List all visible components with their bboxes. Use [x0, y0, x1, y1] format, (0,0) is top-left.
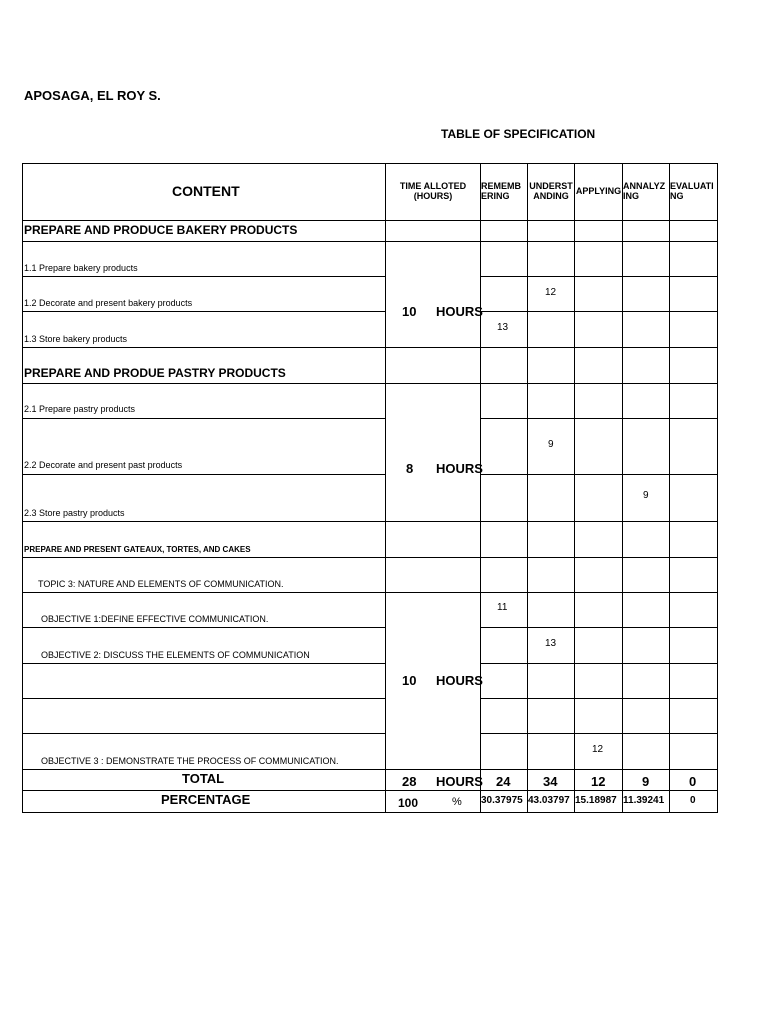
percentage-analyzing: 11.39241: [623, 795, 665, 806]
time-header: TIME ALLOTED (HOURS): [399, 181, 467, 201]
section2-item2: 2.2 Decorate and present past products: [24, 460, 183, 470]
analyzing-header: ANNALYZ ING: [623, 181, 666, 201]
section1-item2: 1.2 Decorate and present bakery products: [24, 298, 193, 308]
percentage-evaluating: 0: [690, 795, 696, 806]
percentage-remembering: 30.37975: [481, 795, 523, 806]
section2-hours: 8: [406, 461, 414, 476]
section3-title: PREPARE AND PRESENT GATEAUX, TORTES, AND CAKES: [24, 545, 251, 554]
section2-analyzing-value: 9: [643, 490, 649, 501]
applying-header: APPLYING: [575, 186, 622, 196]
understanding-header: UNDERST ANDING: [529, 181, 573, 201]
total-applying: 12: [591, 774, 606, 789]
percentage-label: PERCENTAGE: [161, 792, 251, 807]
total-hours: 28: [402, 774, 417, 789]
col-divider-applying: [622, 163, 623, 813]
total-evaluating: 0: [689, 774, 697, 789]
section2-hours-unit: HOURS: [436, 461, 483, 476]
total-hours-unit: HOURS: [436, 774, 483, 789]
col-divider-analyzing: [669, 163, 670, 813]
section2-understanding-value: 9: [548, 439, 554, 450]
percentage-unit: %: [452, 796, 462, 808]
section1-understanding-value: 12: [545, 287, 557, 298]
section2-item1: 2.1 Prepare pastry products: [24, 404, 136, 414]
section1-remembering-value: 13: [497, 322, 509, 333]
document-title: TABLE OF SPECIFICATION: [441, 127, 596, 141]
col-divider-content: [385, 163, 386, 813]
section2-title: PREPARE AND PRODUE PASTRY PRODUCTS: [24, 366, 286, 380]
section3-hours-unit: HOURS: [436, 673, 483, 688]
section3-topic: TOPIC 3: NATURE AND ELEMENTS OF COMMUNICATION.: [38, 579, 284, 589]
section2-item3: 2.3 Store pastry products: [24, 508, 125, 518]
section3-hours: 10: [402, 673, 417, 688]
percentage-applying: 15.18987: [575, 795, 617, 806]
section3-understanding-value: 13: [545, 638, 557, 649]
evaluating-header: EVALUATI NG: [670, 181, 714, 201]
percentage-understanding: 43.03797: [528, 795, 570, 806]
remembering-header: REMEMB ERING: [481, 181, 521, 201]
percentage-value: 100: [398, 796, 419, 810]
section1-hours-unit: HOURS: [436, 304, 483, 319]
table-border: [22, 163, 718, 813]
section3-objective3: OBJECTIVE 3 : DEMONSTRATE THE PROCESS OF COMMUNICATION.: [41, 756, 339, 766]
section3-objective1: OBJECTIVE 1:DEFINE EFFECTIVE COMMUNICATION.: [41, 614, 269, 624]
section1-title: PREPARE AND PRODUCE BAKERY PRODUCTS: [24, 223, 298, 237]
total-remembering: 24: [496, 774, 511, 789]
section1-hours: 10: [402, 304, 417, 319]
section3-objective2: OBJECTIVE 2: DISCUSS THE ELEMENTS OF COMMUNICATION: [41, 650, 310, 660]
col-divider-time: [480, 163, 481, 813]
section1-item3: 1.3 Store bakery products: [24, 334, 128, 344]
col-divider-remembering: [527, 163, 528, 813]
total-label: TOTAL: [182, 771, 225, 786]
author-name: APOSAGA, EL ROY S.: [24, 88, 161, 103]
section3-applying-value: 12: [592, 744, 604, 755]
content-header: CONTENT: [172, 183, 240, 199]
total-analyzing: 9: [642, 774, 650, 789]
section3-remembering-value: 11: [497, 602, 508, 613]
col-divider-understanding: [574, 163, 575, 813]
total-understanding: 34: [543, 774, 558, 789]
section1-item1: 1.1 Prepare bakery products: [24, 263, 138, 273]
